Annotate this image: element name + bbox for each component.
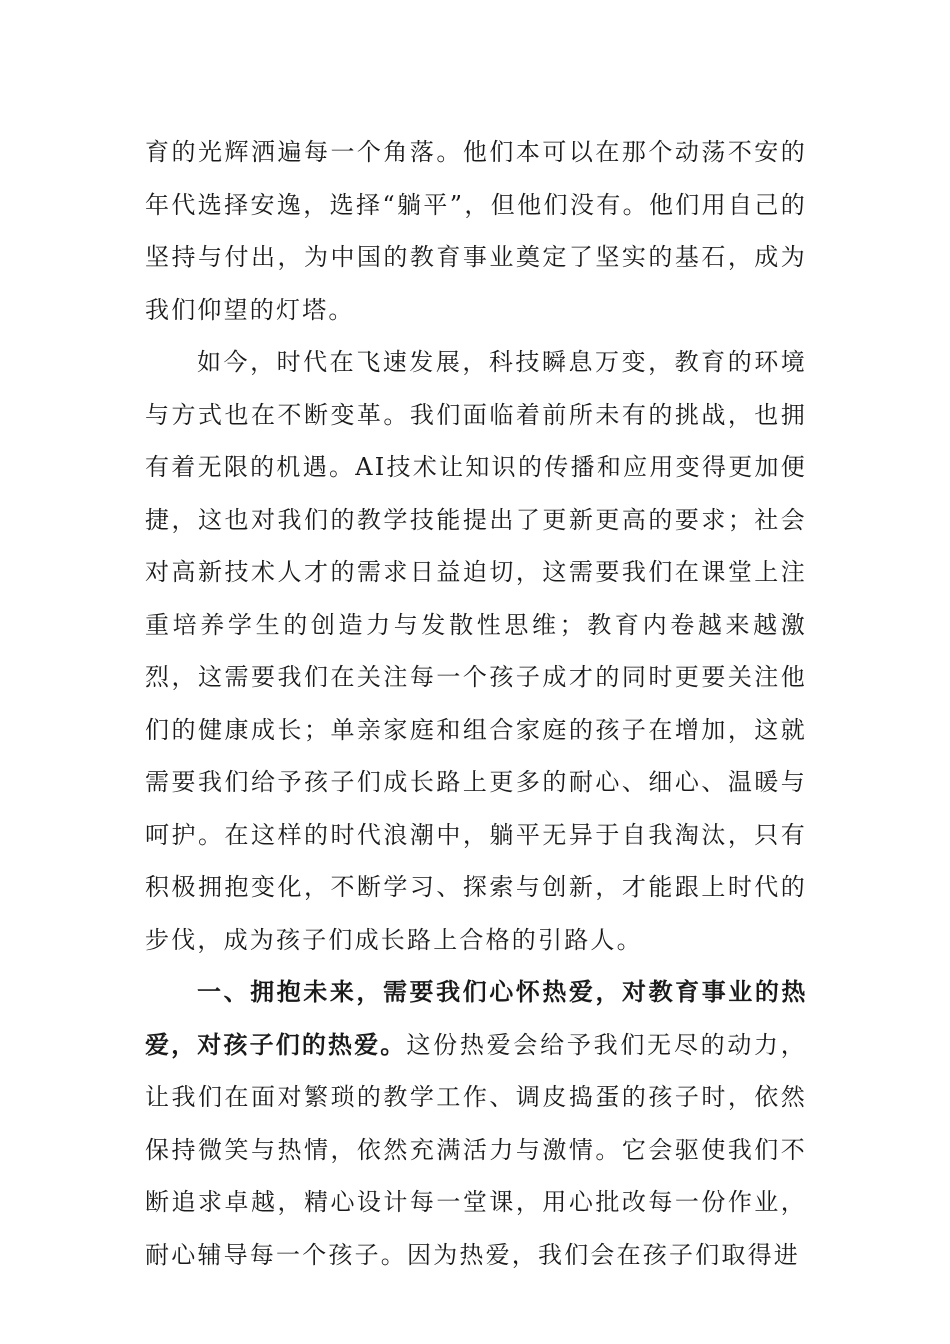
paragraph-era-change: 如今，时代在飞速发展，科技瞬息万变，教育的环境与方式也在不断变革。我们面临着前所未有的挑战，也拥有着无限的机遇。AI技术让知识的传播和应用变得更加便捷，这也对我们的教学技能提出了更新更高的要求；社会对高新技术人才的需求日益迫切，这需要我们在课堂上注重培养学生的创造力与发散性思维；教育内卷越来越激烈，这需要我们在关注每一个孩子成才的同时更要关注他们的健康成长；单亲家庭和组合家庭的孩子在增加，这就需要我们给予孩子们成长路上更多的耐心、细心、温暖与呵护。在这样的时代浪潮中，躺平无异于自我淘汰，只有积极拥抱变化，不断学习、探索与创新，才能跟上时代的步伐，成为孩子们成长路上合格的引路人。	[145, 348, 807, 954]
paragraph-embrace-future	[145, 966, 807, 1281]
paragraph-continuation: 育的光辉洒遍每一个角落。他们本可以在那个动荡不安的年代选择安逸，选择“躺平”，但他们没有。他们用自己的坚持与付出，为中国的教育事业奠定了坚实的基石，成为我们仰望的灯塔。	[145, 138, 807, 324]
section-heading-one: 一、拥抱未来，需要我们心怀热爱，对教育事业的热爱，对孩子们的热爱。	[145, 978, 807, 1059]
paragraph-embrace-future-text: 这份热爱会给予我们无尽的动力，让我们在面对繁琐的教学工作、调皮捣蛋的孩子时，依然保持微笑与热情，依然充满活力与激情。它会驱使我们不断追求卓越，精心设计每一堂课，用心批改每一份作业，耐心辅导每一个孩子。因为热爱，我们会在孩子们取得进	[145, 1030, 808, 1269]
body-text	[145, 126, 807, 1281]
